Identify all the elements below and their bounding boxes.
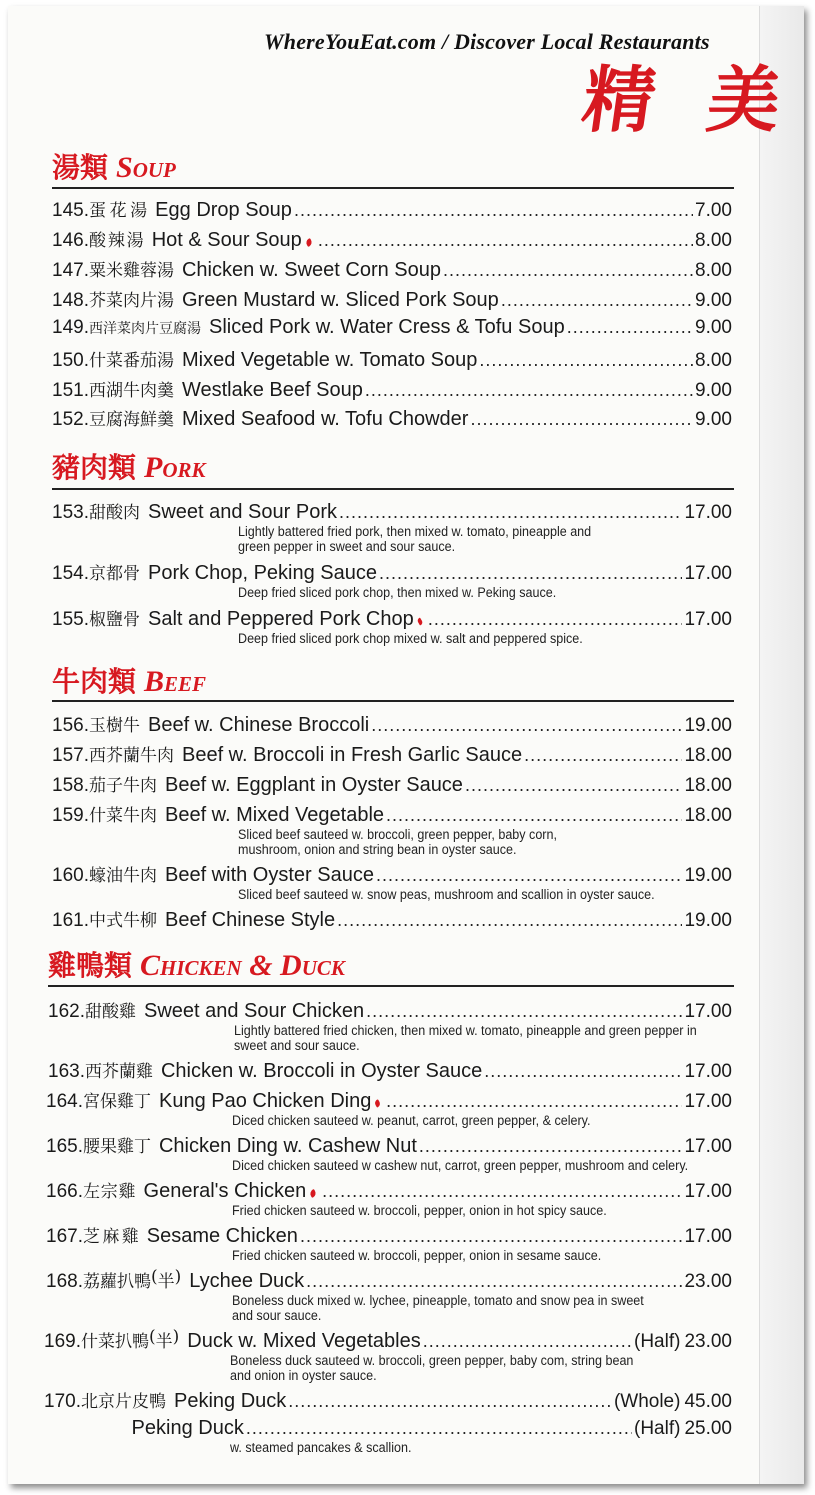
item-number: 168. — [46, 1271, 83, 1292]
leader-dots — [501, 290, 693, 311]
leader-dots — [318, 230, 693, 251]
item-number: 169. — [44, 1331, 81, 1352]
item-number: 154. — [52, 563, 89, 584]
item-name: Chicken w. Sweet Corn Soup — [181, 259, 442, 281]
leader-dots — [366, 1001, 682, 1022]
item-description: Sliced beef sauteed w. snow peas, mushroom and scallion in oyster sauce. — [238, 887, 655, 902]
item-price: 18.00 — [684, 805, 732, 826]
item-number: 166. — [46, 1181, 83, 1202]
item-price: 17.00 — [684, 1061, 732, 1082]
item-price: 23.00 — [684, 1331, 732, 1352]
section-soup-cn: 湯類 — [52, 151, 109, 184]
item-description: Lightly battered fried chicken, then mixed w. tomato, pineapple and green pepper in — [234, 1023, 697, 1038]
divider — [52, 488, 734, 490]
item-description: Diced chicken sauteed w. peanut, carrot, green pepper, & celery. — [232, 1113, 591, 1128]
item-number: 157. — [52, 745, 89, 766]
leader-dots — [300, 1226, 683, 1247]
leader-dots — [376, 865, 682, 886]
leader-dots — [443, 260, 693, 281]
section-pork — [52, 446, 206, 486]
menu-item — [48, 997, 732, 1053]
item-description: Boneless duck sauteed w. broccoli, green pepper, baby com, string bean — [230, 1353, 634, 1368]
item-description: Lightly battered fried pork, then mixed w. tomato, pineapple and — [238, 524, 592, 539]
item-description: green pepper in sweet and sour sauce. — [238, 539, 456, 554]
section-beef-en: Beef — [144, 665, 207, 698]
item-name: Beef w. Broccoli in Fresh Garlic Sauce — [181, 744, 523, 766]
item-name: Salt and Peppered Pork Chop — [147, 608, 414, 630]
item-chinese-name: 什 菜 扒 鴨 ( 半 ) — [80, 1327, 180, 1352]
item-name: Mixed Seafood w. Tofu Chowder — [181, 408, 469, 430]
item-number: 163. — [48, 1061, 85, 1082]
hot-pepper-icon — [309, 1189, 318, 1198]
item-price: 9.00 — [695, 317, 732, 338]
menu-item — [44, 1327, 732, 1383]
menu-item — [52, 771, 732, 797]
item-description: Deep fried sliced pork chop mixed w. salt and peppered spice. — [238, 631, 583, 646]
leader-dots — [306, 1271, 682, 1292]
item-number: 149. — [52, 317, 89, 338]
item-number: 152. — [52, 409, 89, 430]
leader-dots — [479, 350, 693, 371]
item-chinese-name: 什 菜 番 茄 湯 — [88, 351, 174, 371]
menu-item — [46, 1222, 732, 1263]
leader-dots — [322, 1181, 682, 1202]
item-chinese-name: 芝 麻 雞 — [82, 1227, 139, 1247]
menu-item — [46, 1132, 732, 1173]
item-price: 7.00 — [695, 200, 732, 221]
item-chinese-name: 中 式 牛 柳 — [88, 911, 157, 931]
item-size: (Half) — [634, 1331, 681, 1352]
leader-dots — [524, 745, 682, 766]
section-pork-cn: 豬肉類 — [52, 451, 137, 484]
item-name: Sesame Chicken — [146, 1225, 298, 1247]
item-number: 153. — [52, 502, 89, 523]
item-number: 156. — [52, 715, 89, 736]
item-size: (Whole) — [613, 1391, 681, 1412]
item-chinese-name: 西 洋 菜 肉 片 豆 腐 湯 — [88, 321, 201, 337]
leader-dots — [484, 1061, 682, 1082]
item-name: Beef w. Chinese Broccoli — [147, 714, 370, 736]
item-price: 19.00 — [684, 910, 732, 931]
menu-item — [52, 605, 732, 646]
item-chinese-name: 豆 腐 海 鮮 羹 — [88, 410, 174, 430]
item-description: w. steamed pancakes & scallion. — [230, 1440, 412, 1455]
menu-item — [52, 196, 732, 222]
item-name: Sweet and Sour Chicken — [143, 1000, 365, 1022]
leader-dots — [386, 805, 682, 826]
section-chicken-duck — [48, 944, 345, 984]
menu-item — [52, 256, 732, 282]
item-chinese-name: 玉 樹 牛 — [88, 716, 140, 736]
menu-item — [46, 1267, 732, 1323]
item-number: 161. — [52, 910, 89, 931]
leader-dots — [567, 317, 693, 338]
item-description: Sliced beef sauteed w. broccoli, green pepper, baby corn, — [238, 827, 557, 842]
section-chicken-duck-cn: 雞鴨類 — [48, 949, 133, 982]
item-description: Boneless duck mixed w. lychee, pineapple, tomato and snow pea in sweet — [232, 1293, 644, 1308]
item-name: Green Mustard w. Sliced Pork Soup — [181, 289, 499, 311]
section-beef — [52, 660, 206, 700]
item-name: Lychee Duck — [189, 1270, 305, 1292]
menu-item — [52, 741, 732, 767]
item-name: Beef with Oyster Sauce — [164, 864, 374, 886]
item-price: 17.00 — [684, 1136, 732, 1157]
item-name: Westlake Beef Soup — [181, 379, 363, 401]
leader-dots — [428, 609, 683, 630]
item-name: Peking Duck — [173, 1390, 287, 1412]
restaurant-logo: 精 美 — [577, 57, 801, 142]
item-description: sweet and sour sauce. — [234, 1038, 360, 1053]
menu-item — [52, 861, 732, 902]
item-number: 165. — [46, 1136, 83, 1157]
item-name: Beef w. Eggplant in Oyster Sauce — [164, 774, 463, 796]
divider — [52, 187, 734, 189]
menu-item — [52, 346, 732, 372]
item-price: 8.00 — [695, 350, 732, 371]
item-price: 17.00 — [684, 1226, 732, 1247]
section-pork-en: Pork — [144, 451, 206, 484]
divider — [52, 700, 734, 702]
item-number: 155. — [52, 609, 89, 630]
item-chinese-name: 茄 子 牛 肉 — [88, 776, 157, 796]
item-chinese-name: 粟 米 雞 蓉 湯 — [88, 261, 174, 281]
item-price: 17.00 — [684, 502, 732, 523]
item-chinese-name: 北 京 片 皮 鴨 — [80, 1392, 166, 1412]
section-beef-cn: 牛肉類 — [52, 665, 137, 698]
leader-dots — [294, 200, 693, 221]
item-number: 160. — [52, 865, 89, 886]
item-number: 147. — [52, 260, 89, 281]
leader-dots — [470, 409, 693, 430]
item-chinese-name: 甜 酸 雞 — [84, 1002, 136, 1022]
item-chinese-name: 腰 果 雞 丁 — [82, 1137, 151, 1157]
item-price: 9.00 — [695, 380, 732, 401]
item-price: 17.00 — [684, 563, 732, 584]
item-description: and onion in oyster sauce. — [230, 1368, 377, 1383]
hot-pepper-icon — [416, 617, 423, 625]
item-number: 145. — [52, 200, 89, 221]
item-price: 17.00 — [684, 1181, 732, 1202]
item-name: Beef Chinese Style — [164, 909, 336, 931]
menu-item — [44, 1417, 732, 1455]
item-chinese-name: 荔 蘿 扒 鴨 ( 半 ) — [82, 1267, 182, 1292]
menu-item — [52, 559, 732, 600]
item-price: 23.00 — [684, 1271, 732, 1292]
item-name: General's Chicken — [143, 1180, 307, 1202]
menu-item — [52, 286, 732, 312]
section-chicken-duck-en: Chicken & Duck — [140, 949, 345, 982]
leader-dots — [246, 1418, 632, 1439]
item-number: 167. — [46, 1226, 83, 1247]
item-chinese-name: 蠔 油 牛 肉 — [88, 866, 157, 886]
item-description: mushroom, onion and string bean in oyster sauce. — [238, 842, 517, 857]
item-chinese-name: 西 湖 牛 肉 羹 — [88, 381, 174, 401]
item-number: 151. — [52, 380, 89, 401]
leader-dots — [339, 502, 682, 523]
menu-item — [52, 226, 732, 252]
item-price: 25.00 — [684, 1418, 732, 1439]
section-soup-en: Soup — [116, 151, 176, 184]
item-description: Diced chicken sauteed w cashew nut, carrot, green pepper, mushroom and celery. — [232, 1158, 689, 1173]
item-number: 146. — [52, 230, 89, 251]
menu-item — [52, 498, 732, 554]
item-name: Kung Pao Chicken Ding — [158, 1090, 372, 1112]
item-size: (Half) — [634, 1418, 681, 1439]
item-number: 164. — [46, 1091, 83, 1112]
leader-dots — [386, 1091, 682, 1112]
item-description: Deep fried sliced pork chop, then mixed w. Peking sauce. — [238, 585, 557, 600]
item-price: 8.00 — [695, 230, 732, 251]
item-number: 170. — [44, 1391, 81, 1412]
item-name: Beef w. Mixed Vegetable — [164, 804, 385, 826]
item-name: Chicken w. Broccoli in Oyster Sauce — [160, 1060, 483, 1082]
item-chinese-name: 蛋 花 湯 — [88, 201, 148, 221]
item-number: 162. — [48, 1001, 85, 1022]
item-price: 18.00 — [684, 775, 732, 796]
item-price: 19.00 — [684, 715, 732, 736]
menu-item — [44, 1387, 732, 1413]
item-chinese-name: 宮 保 雞 丁 — [82, 1092, 151, 1112]
item-chinese-name: 甜 酸 肉 — [88, 503, 140, 523]
hot-pepper-icon — [304, 238, 313, 247]
item-number: 148. — [52, 290, 89, 311]
item-price: 9.00 — [695, 409, 732, 430]
menu-page — [8, 6, 804, 1484]
page-edge — [759, 6, 804, 1484]
item-name: Hot & Sour Soup — [151, 229, 302, 251]
item-name: Sliced Pork w. Water Cress & Tofu Soup — [208, 316, 565, 338]
item-price: 9.00 — [695, 290, 732, 311]
menu-item — [46, 1087, 732, 1128]
item-price: 17.00 — [684, 609, 732, 630]
item-chinese-name: 芥 菜 肉 片 湯 — [88, 291, 174, 311]
item-chinese-name: 酸 辣 湯 — [88, 231, 144, 251]
item-chinese-name: 京 都 骨 — [88, 564, 140, 584]
section-soup — [52, 146, 176, 186]
menu-item — [52, 316, 732, 339]
menu-item — [52, 376, 732, 402]
item-chinese-name: 西 芥 蘭 牛 肉 — [88, 746, 174, 766]
hot-pepper-icon — [374, 1099, 382, 1107]
leader-dots — [379, 563, 682, 584]
item-price: 8.00 — [695, 260, 732, 281]
item-chinese-name: 左 宗 雞 — [82, 1182, 136, 1202]
item-name: Duck w. Mixed Vegetables — [187, 1330, 421, 1352]
leader-dots — [419, 1136, 683, 1157]
site-header-link[interactable]: WhereYouEat.com / Discover Local Restaurants — [264, 29, 710, 54]
leader-dots — [288, 1391, 612, 1412]
item-name: Chicken Ding w. Cashew Nut — [158, 1135, 417, 1157]
item-price: 45.00 — [684, 1391, 732, 1412]
item-price: 17.00 — [684, 1001, 732, 1022]
leader-dots — [371, 715, 682, 736]
menu-item — [46, 1177, 732, 1218]
item-description: Fried chicken sauteed w. broccoli, pepper, onion in sesame sauce. — [232, 1248, 602, 1263]
item-number: 158. — [52, 775, 89, 796]
item-chinese-name: 椒 鹽 骨 — [88, 610, 140, 630]
leader-dots — [337, 910, 682, 931]
item-price: 18.00 — [684, 745, 732, 766]
menu-item — [52, 906, 732, 932]
item-name: Egg Drop Soup — [155, 199, 292, 221]
item-number: 159. — [52, 805, 89, 826]
leader-dots — [423, 1331, 632, 1352]
item-description: Fried chicken sauteed w. broccoli, pepper, onion in hot spicy sauce. — [232, 1203, 607, 1218]
item-chinese-name: 西 芥 蘭 雞 — [84, 1062, 153, 1082]
item-price: 19.00 — [684, 865, 732, 886]
item-chinese-name: 什 菜 牛 肉 — [88, 806, 157, 826]
menu-item — [52, 405, 732, 431]
item-number: 150. — [52, 350, 89, 371]
menu-item — [52, 801, 732, 857]
menu-item — [48, 1057, 732, 1083]
item-name: Sweet and Sour Pork — [147, 501, 337, 523]
divider — [48, 985, 734, 987]
leader-dots — [365, 380, 693, 401]
item-name: Pork Chop, Peking Sauce — [147, 562, 378, 584]
menu-item — [52, 711, 732, 737]
item-description: and sour sauce. — [232, 1308, 322, 1323]
leader-dots — [465, 775, 683, 796]
item-price: 17.00 — [684, 1091, 732, 1112]
item-name: Peking Duck — [131, 1417, 244, 1439]
item-name: Mixed Vegetable w. Tomato Soup — [181, 349, 478, 371]
